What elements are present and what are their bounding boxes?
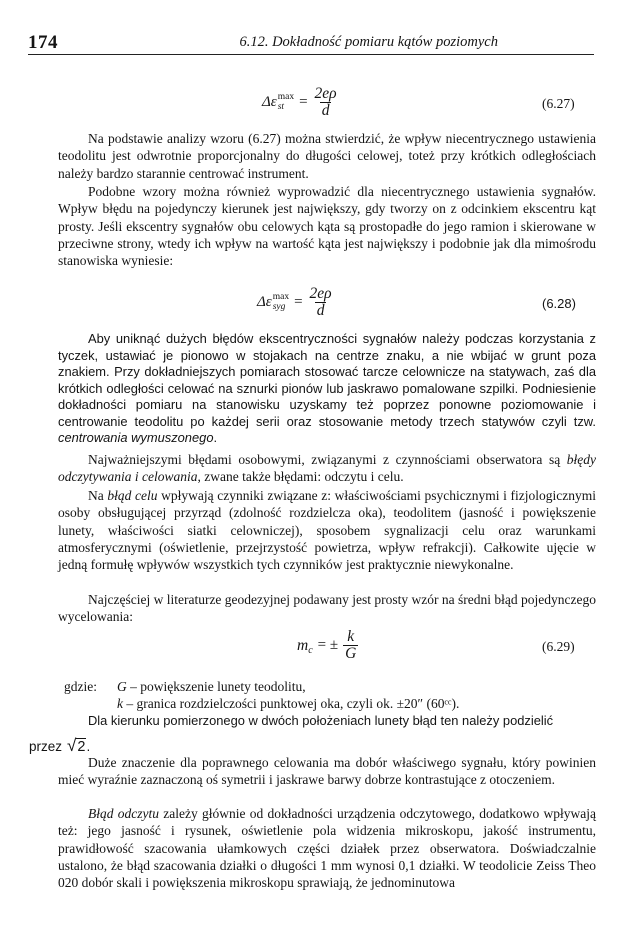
paragraph-5: Na błąd celu wpływają czynniki związane z: właściwościami psychicznymi i fizjologicznymi osoby obsługującej przyrząd (zdolność rozdzielcza oka), teodolitem (jasność i powiększenie lunety, właściwości siatki celowniczej), sposobem sygnalizacji celu oraz warunkami atmosferycznymi (oświetlenie, przejrzystość powietrza, wpływ refrakcji). Całkowite ujęcie w jedną formułę wpływów wszystkich tych czynników jest praktycznie niewykonalne. xyxy=(58,488,596,573)
equation-number-6-29: (6.29) xyxy=(542,639,575,654)
paragraph-4: Najważniejszymi błędami osobowymi, związanymi z czynnościami obserwatora są błędy odczytywania i celowania, zwane także błędami: odczytu i celu. xyxy=(58,452,596,485)
paragraph-6: Najczęściej w literaturze geodezyjnej podawany jest prosty wzór na średni błąd pojedynczego wycelowania: xyxy=(58,592,596,625)
eq-627-denominator: d xyxy=(321,102,330,119)
eq-628-denominator: d xyxy=(316,302,325,319)
paragraph-9-italic: Błąd odczytu xyxy=(88,806,159,821)
paragraph-7: Dla kierunku pomierzonego w dwóch położeniach lunety błąd ten należy podzielić xyxy=(88,713,554,728)
eq-627-numerator: 2eρ xyxy=(314,85,337,102)
eq-629-equals: = ± xyxy=(317,637,339,653)
paragraph-3-italic: centrowania wymuszonego xyxy=(58,430,214,445)
eq-629-fraction xyxy=(343,629,358,662)
paragraph-5-italic: błąd celu xyxy=(107,488,158,503)
sqrt-radicand: 2 xyxy=(77,739,86,755)
paragraph-3-text: Aby uniknąć dużych błędów ekscentryczności sygnałów należy podczas korzystania z tyczek, ustawiać je pionowo w stojakach na centrze znaku, a nie wbijać w grunt poza znakiem. Przy dokładniejszych pomiarach stosować tarcze celownicze na statywach, zaś dla krótkich odległości celować na sznurki pionów lub jaskrawo pomalowane szpilki. Podniesienie dokładności pomiaru na stanowisku uzyskamy też poprzez ponowne poziomowanie i centrowanie teodolitu po każdej serii oraz stosowanie metody trzech statywów czyli tzw. xyxy=(58,331,596,429)
eq-627-sub: st xyxy=(277,101,285,112)
eq-629-denominator: G xyxy=(345,645,357,662)
equation-6-28 xyxy=(257,286,334,319)
eq-629-sub: c xyxy=(308,645,313,656)
eq-627-lhs: Δε xyxy=(262,94,277,110)
eq-628-fraction xyxy=(308,286,334,319)
equation-number-6-28: (6.28) xyxy=(542,296,576,311)
running-title: 6.12. Dokładność pomiaru kątów poziomych xyxy=(239,34,498,50)
paragraph-1: Na podstawie analizy wzoru (6.27) można stwierdzić, że wpływ niecentrycznego ustawienia teodolitu jest odwrotnie proporcjonalny do długości celowej, toteż przy krótkich odległościach należy bardzo starannie centrować instrument. xyxy=(58,131,596,181)
where-line-1: G – powiększenie lunety teodolitu, xyxy=(117,679,306,694)
equation-number-6-27: (6.27) xyxy=(542,96,575,111)
eq-628-sub: syg xyxy=(272,301,286,312)
paragraph-2: Podobne wzory można również wyprowadzić dla niecentrycznego ustawienia sygnałów. Wpływ błędu na pojedynczy kierunek jest największy, gdy tworzy on z odcinkiem ekscentru kąt prosty. Jeśli ekscentry sygnałów obu celowych kąta są prostopadłe do jego ramion i skierowane w przeciwne strony, wtedy ich wpływ na wartość kąta jest największy i podobnie jak dla mimośrodu stanowiska wyniesie: xyxy=(58,184,596,269)
eq-628-equals: = xyxy=(294,294,303,310)
eq-627-equals: = xyxy=(299,94,308,110)
eq-627-fraction xyxy=(313,86,339,119)
equation-6-29 xyxy=(297,629,358,662)
eq-629-lhs: m xyxy=(297,636,309,654)
paragraph-3: Aby uniknąć dużych błędów ekscentryczności sygnałów należy podczas korzystania z tyczek, ustawiać je pionowo w stojakach na centrze znaku, a nie wbijać w grunt poza znakiem. Przy dokładniejszych pomiarach stosować tarcze celownicze na statywach, zaś dla krótkich odległości celować na sznurki pionów lub jaskrawo pomalowane szpilki. Podniesienie dokładności pomiaru na stanowisku uzyskamy też poprzez ponowne poziomowanie i centrowanie teodolitu po każdej serii oraz stosowanie metody trzech statywów czyli tzw. centrowania wymuszonego. xyxy=(58,331,596,445)
equation-6-27 xyxy=(262,86,339,119)
where-line-2: k – granica rozdzielczości punktowej oka, czyli ok. ±20″ (60ᶜᶜ). xyxy=(117,696,460,711)
sqrt-symbol: √ xyxy=(67,736,77,755)
paragraph-8: Duże znaczenie dla poprawnego celowania ma dobór właściwego sygnału, który powinien mieć wyraźnie zaznaczoną oś symetrii i jaskrawe barwy dobrze kontrastujące z otoczeniem. xyxy=(58,755,596,788)
where-label: gdzie: xyxy=(64,679,97,694)
eq-628-sup: max xyxy=(272,292,290,302)
paragraph-9: Błąd odczytu zależy głównie od dokładności urządzenia odczytowego, dodatkowo wpływają też: jego jasność i rysunek, oświetlenie pola widzenia mikroskopu, jakość instrumentu, prawidłowość szacowania ułamkowych części działek przez obserwatora. Doświadczalnie ustalono, że błąd szacowania działki o długości 1 mm wynosi 0,1 działki. W teodolicie Zeiss Theo 020 dobór skali i powiększenia mikroskopu sprawiają, że jednominutowa xyxy=(58,806,596,891)
paragraph-4-italic: błędy odczytywania i celowania xyxy=(58,452,596,485)
eq-628-numerator: 2eρ xyxy=(309,285,332,302)
eq-627-sup: max xyxy=(277,92,295,102)
przez-sqrt-line: przez √2. xyxy=(29,736,91,755)
eq-628-lhs: Δε xyxy=(257,294,272,310)
page-header xyxy=(28,30,594,55)
page-number: 174 xyxy=(28,32,58,53)
eq-629-numerator: k xyxy=(347,628,355,645)
